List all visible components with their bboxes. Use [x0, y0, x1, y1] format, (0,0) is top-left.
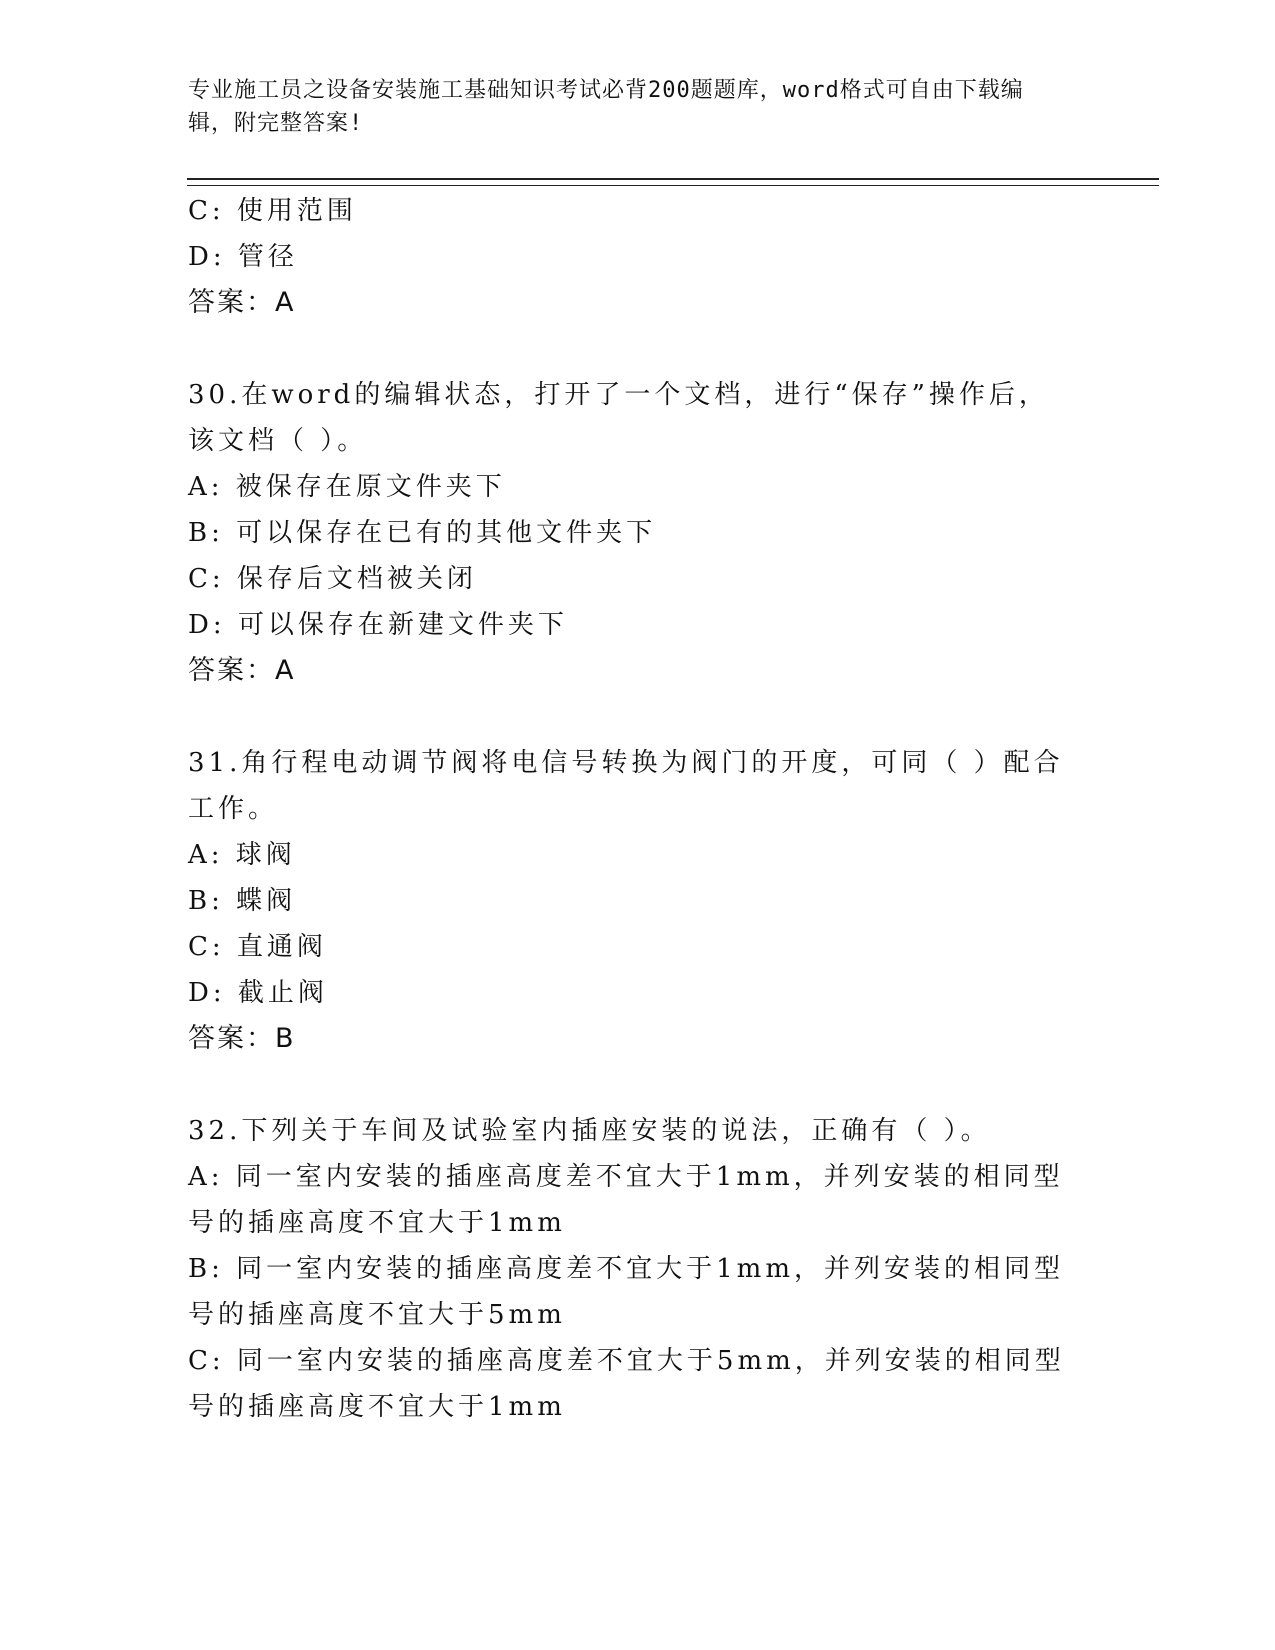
question-30-option-a: A: 被保存在原文件夹下: [188, 472, 506, 502]
question-spacer: [188, 694, 1068, 740]
question-31-answer: 答案：B: [188, 1023, 296, 1054]
question-30-option-b: B: 可以保存在已有的其他文件夹下: [188, 518, 657, 548]
prev-question-answer: 答案：A: [188, 287, 296, 318]
question-32-option-a: A: 同一室内安装的插座高度差不宜大于1mm，并列安装的相同型号的插座高度不宜大于1mm: [188, 1162, 1064, 1238]
question-31-option-c: C: 直通阀: [188, 932, 327, 962]
header-divider: [187, 178, 1159, 186]
question-30-answer: 答案：A: [188, 655, 296, 686]
question-32-option-b: B: 同一室内安装的插座高度差不宜大于1mm，并列安装的相同型号的插座高度不宜大于5mm: [188, 1254, 1064, 1330]
question-32-stem: 32.下列关于车间及试验室内插座安装的说法，正确有（ ）。: [188, 1116, 991, 1146]
question-31-stem: 31.角行程电动调节阀将电信号转换为阀门的开度，可同（ ）配合工作。: [188, 748, 1064, 824]
question-30-stem: 30.在word的编辑状态，打开了一个文档，进行“保存”操作后，该文档（ ）。: [188, 380, 1049, 456]
question-32-option-c: C: 同一室内安装的插座高度差不宜大于5mm，并列安装的相同型号的插座高度不宜大于1mm: [188, 1346, 1065, 1422]
document-header-title: 专业施工员之设备安装施工基础知识考试必背200题题库，word格式可自由下载编辑，附完整答案!: [188, 78, 1024, 136]
question-spacer: [188, 1062, 1068, 1108]
question-spacer: [188, 326, 1068, 372]
prev-question-option-c: C: 使用范围: [188, 196, 357, 226]
question-30-option-c: C: 保存后文档被关闭: [188, 564, 477, 594]
question-31-option-a: A: 球阀: [188, 840, 296, 870]
question-30-option-d: D: 可以保存在新建文件夹下: [188, 610, 568, 640]
question-31-option-b: B: 蝶阀: [188, 886, 297, 916]
prev-question-option-d: D: 管径: [188, 242, 298, 272]
document-body: [188, 188, 1068, 1430]
question-31-option-d: D: 截止阀: [188, 978, 328, 1008]
